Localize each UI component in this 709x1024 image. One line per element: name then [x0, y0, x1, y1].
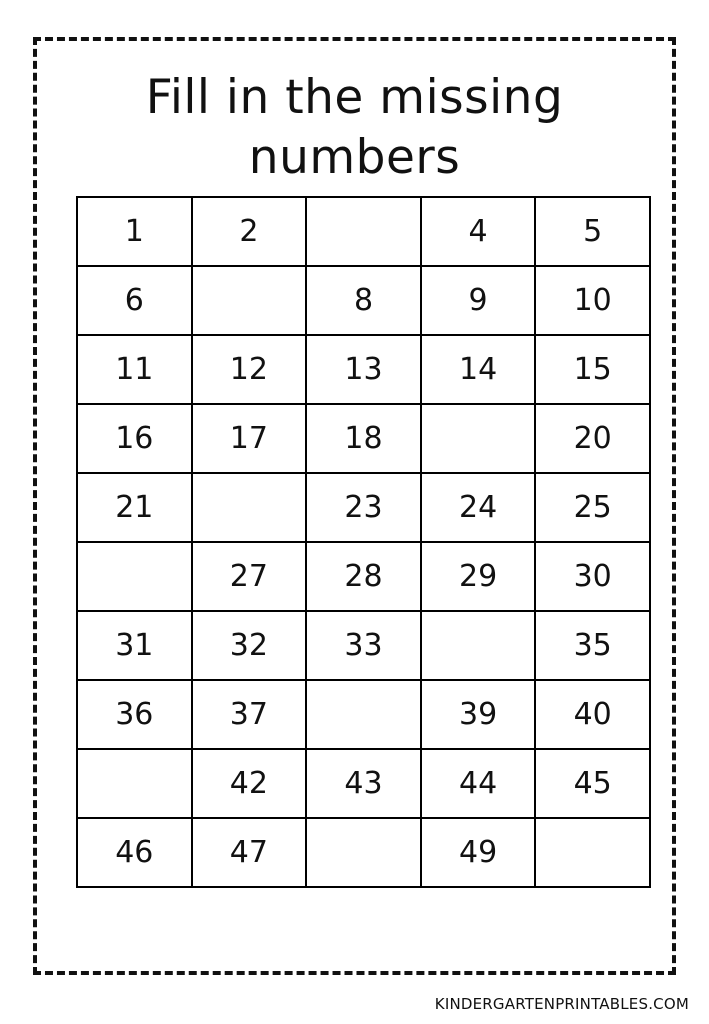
grid-cell: 39	[421, 680, 536, 749]
number-grid-container	[76, 196, 639, 888]
grid-cell: 43	[306, 749, 421, 818]
grid-cell-blank[interactable]	[306, 197, 421, 266]
grid-cell: 24	[421, 473, 536, 542]
grid-cell: 15	[535, 335, 650, 404]
grid-cell: 33	[306, 611, 421, 680]
number-grid	[76, 196, 651, 888]
grid-cell: 30	[535, 542, 650, 611]
grid-cell: 32	[192, 611, 307, 680]
footer-credit: KINDERGARTENPRINTABLES.COM	[434, 995, 689, 1013]
grid-cell-blank[interactable]	[192, 473, 307, 542]
grid-cell: 42	[192, 749, 307, 818]
page-title: Fill in the missing numbers	[145, 70, 564, 186]
grid-cell: 14	[421, 335, 536, 404]
grid-cell: 46	[77, 818, 192, 887]
grid-row	[77, 818, 650, 887]
grid-cell: 27	[192, 542, 307, 611]
grid-row	[77, 611, 650, 680]
grid-cell: 28	[306, 542, 421, 611]
grid-cell: 8	[306, 266, 421, 335]
grid-cell: 4	[421, 197, 536, 266]
grid-row	[77, 542, 650, 611]
grid-cell: 44	[421, 749, 536, 818]
grid-cell: 23	[306, 473, 421, 542]
grid-cell: 17	[192, 404, 307, 473]
grid-cell: 37	[192, 680, 307, 749]
grid-cell: 40	[535, 680, 650, 749]
grid-row	[77, 749, 650, 818]
grid-row	[77, 473, 650, 542]
grid-cell: 35	[535, 611, 650, 680]
grid-cell: 11	[77, 335, 192, 404]
grid-row	[77, 266, 650, 335]
grid-cell: 29	[421, 542, 536, 611]
grid-cell: 9	[421, 266, 536, 335]
number-grid-body	[77, 197, 650, 887]
grid-cell: 49	[421, 818, 536, 887]
grid-cell: 10	[535, 266, 650, 335]
grid-row	[77, 335, 650, 404]
grid-cell: 12	[192, 335, 307, 404]
grid-cell: 13	[306, 335, 421, 404]
grid-row	[77, 680, 650, 749]
grid-cell: 21	[77, 473, 192, 542]
grid-cell-blank[interactable]	[535, 818, 650, 887]
grid-row	[77, 197, 650, 266]
grid-cell-blank[interactable]	[306, 818, 421, 887]
grid-cell: 1	[77, 197, 192, 266]
grid-row	[77, 404, 650, 473]
grid-cell: 36	[77, 680, 192, 749]
grid-cell-blank[interactable]	[421, 611, 536, 680]
grid-cell-blank[interactable]	[421, 404, 536, 473]
grid-cell: 25	[535, 473, 650, 542]
grid-cell-blank[interactable]	[192, 266, 307, 335]
grid-cell: 20	[535, 404, 650, 473]
grid-cell: 45	[535, 749, 650, 818]
grid-cell: 31	[77, 611, 192, 680]
grid-cell: 16	[77, 404, 192, 473]
grid-cell: 2	[192, 197, 307, 266]
grid-cell-blank[interactable]	[77, 542, 192, 611]
grid-cell: 18	[306, 404, 421, 473]
grid-cell-blank[interactable]	[306, 680, 421, 749]
grid-cell: 47	[192, 818, 307, 887]
grid-cell: 6	[77, 266, 192, 335]
grid-cell: 5	[535, 197, 650, 266]
grid-cell-blank[interactable]	[77, 749, 192, 818]
